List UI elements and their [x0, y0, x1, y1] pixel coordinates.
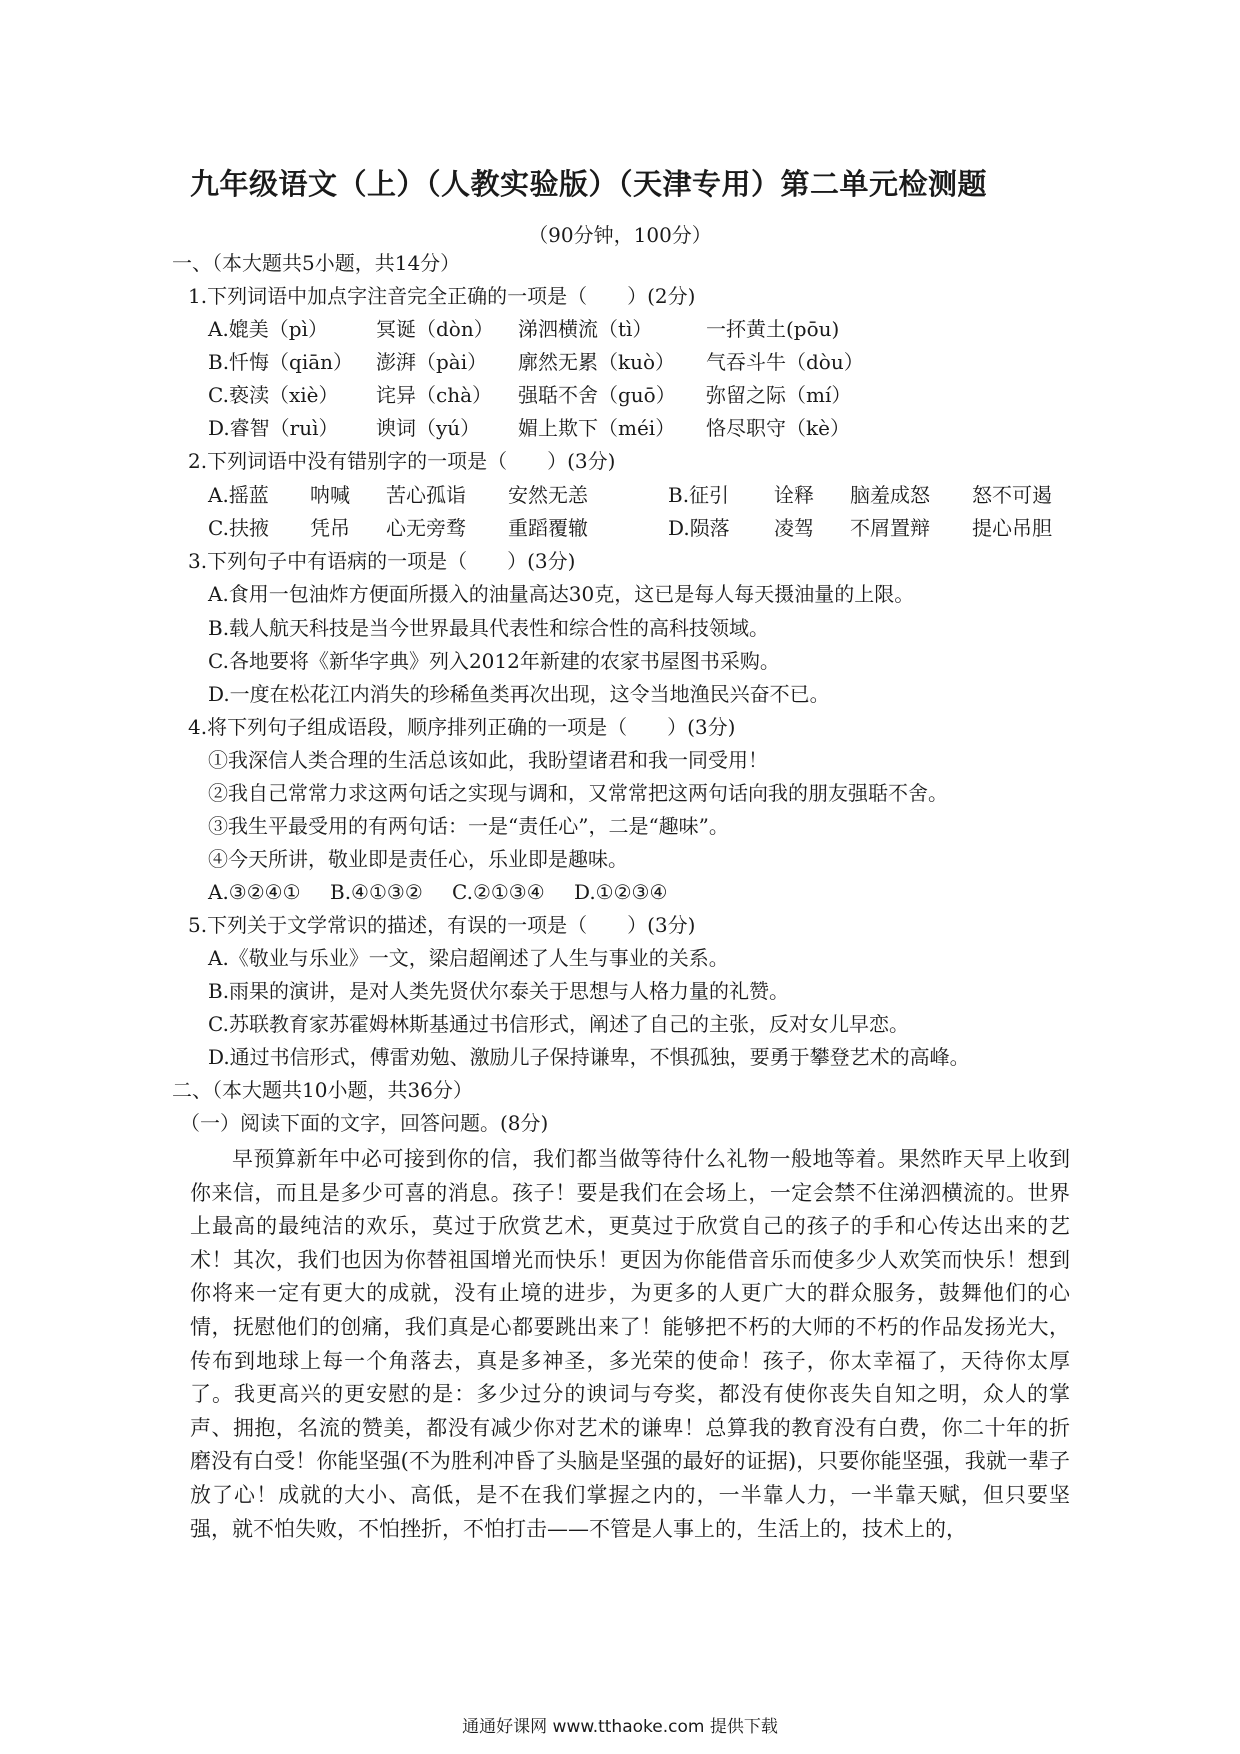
- q3-option-a: A.食用一包油炸方便面所摄入的油量高达30克，这已是每人每天摄油量的上限。: [208, 582, 915, 606]
- q1-a-word4: 一抔黄土(pōu): [706, 317, 840, 341]
- q4-answer-b: B.④①③②: [330, 880, 423, 904]
- q1-b-word4: 气吞斗牛（dòu）: [706, 350, 864, 374]
- q2-row2-item7: 不屑置辩: [850, 516, 930, 540]
- q2-stem: 2.下列词语中没有错别字的一项是（ ）(3分): [188, 449, 616, 473]
- section-1-heading: 一、（本大题共5小题，共14分）: [172, 251, 461, 275]
- section-2-heading: 二、（本大题共10小题，共36分）: [172, 1078, 473, 1102]
- q2-row2-item8: 提心吊胆: [972, 516, 1052, 540]
- q3-option-c: C.各地要将《新华字典》列入2012年新建的农家书屋图书采购。: [208, 649, 780, 673]
- q1-stem: 1.下列词语中加点字注音完全正确的一项是（ ）(2分): [188, 284, 696, 308]
- q4-answer-d: D.①②③④: [574, 880, 668, 904]
- q2-row1-item2: 呐喊: [310, 483, 350, 507]
- q1-a-word3: 涕泗横流（tì）: [518, 317, 653, 341]
- q1-d-word2: 谀词（yú）: [376, 416, 481, 440]
- q2-row2-item5: D.陨落: [668, 516, 730, 540]
- q5-option-d: D.通过书信形式，傅雷劝勉、激励儿子保持谦卑，不惧孤独，要勇于攀登艺术的高峰。: [208, 1045, 970, 1069]
- q5-option-b: B.雨果的演讲，是对人类先贤伏尔泰关于思想与人格力量的礼赞。: [208, 979, 790, 1003]
- q4-answer-a: A.③②④①: [208, 880, 301, 904]
- page-title: 九年级语文（上）（人教实验版）（天津专用）第二单元检测题: [190, 167, 988, 201]
- q1-d-word1: D.睿智（ruì）: [208, 416, 339, 440]
- q1-b-word1: B.忏悔（qiān）: [208, 350, 354, 374]
- q2-row2-item3: 心无旁骛: [386, 516, 466, 540]
- q1-b-word3: 廓然无累（kuò）: [518, 350, 676, 374]
- q4-sentence-4: ④今天所讲，敬业即是责任心，乐业即是趣味。: [208, 847, 628, 871]
- q4-sentence-3: ③我生平最受用的有两句话：一是“责任心”，二是“趣味”。: [208, 814, 729, 838]
- q3-option-d: D.一度在松花江内消失的珍稀鱼类再次出现，这令当地渔民兴奋不已。: [208, 682, 830, 706]
- q4-sentence-2: ②我自己常常力求这两句话之实现与调和，又常常把这两句话向我的朋友强聒不舍。: [208, 781, 948, 805]
- q2-row1-item6: 诠释: [774, 483, 814, 507]
- q1-c-word4: 弥留之际（mí）: [706, 383, 852, 407]
- q2-row1-item5: B.征引: [668, 483, 730, 507]
- q2-row1-item4: 安然无恙: [508, 483, 588, 507]
- q2-row2-item1: C.扶掖: [208, 516, 269, 540]
- exam-duration: （90分钟，100分）: [528, 223, 712, 247]
- q3-option-b: B.载人航天科技是当今世界最具代表性和综合性的高科技领域。: [208, 616, 770, 640]
- q1-d-word3: 媚上欺下（méi）: [518, 416, 676, 440]
- q1-a-word1: A.媲美（pì）: [208, 317, 328, 341]
- q1-c-word3: 强聒不舍（guō）: [518, 383, 676, 407]
- q5-option-a: A.《敬业与乐业》一文，梁启超阐述了人生与事业的关系。: [208, 946, 729, 970]
- q1-c-word2: 诧异（chà）: [376, 383, 493, 407]
- q2-row2-item4: 重蹈覆辙: [508, 516, 588, 540]
- q2-row1-item1: A.摇蓝: [208, 483, 269, 507]
- q1-a-word2: 冥诞（dòn）: [376, 317, 494, 341]
- q1-b-word2: 澎湃（pài）: [376, 350, 488, 374]
- q5-stem: 5.下列关于文学常识的描述，有误的一项是（ ）(3分): [188, 913, 696, 937]
- q2-row2-item6: 凌驾: [774, 516, 814, 540]
- reading-passage: 早预算新年中必可接到你的信，我们都当做等待什么礼物一般地等着。果然昨天早上收到你来信，而且是多少可喜的消息。孩子！要是我们在会场上，一定会禁不住涕泗横流的。世界上最高的最纯洁的欢乐，莫过于欣赏艺术，更莫过于欣赏自己的孩子的手和心传达出来的艺术！其次，我们也因为你替祖国增光而快乐！更因为你能借音乐而使多少人欢笑而快乐！想到你将来一定有更大的成就，没有止境的进步，为更多的人更广大的群众服务，鼓舞他们的心情，抚慰他们的创痛，我们真是心都要跳出来了！能够把不朽的大师的不朽的作品发扬光大，传布到地球上每一个角落去，真是多神圣，多光荣的使命！孩子，你太幸福了，天待你太厚了。我更高兴的更安慰的是：多少过分的谀词与夸奖，都没有使你丧失自知之明，众人的掌声、拥抱，名流的赞美，都没有减少你对艺术的谦卑！总算我的教育没有白费，你二十年的折磨没有白受！你能坚强(不为胜利冲昏了头脑是坚强的最好的证据)，只要你能坚强，我就一辈子放了心！成就的大小、高低，是不在我们掌握之内的，一半靠人力，一半靠天赋，但只要坚强，就不怕失败，不怕挫折，不怕打击——不管是人事上的，生活上的，技术上的，: [190, 1147, 1070, 1541]
- q5-option-c: C.苏联教育家苏霍姆林斯基通过书信形式，阐述了自己的主张，反对女儿早恋。: [208, 1012, 909, 1036]
- q1-d-word4: 恪尽职守（kè）: [706, 416, 850, 440]
- q4-answer-c: C.②①③④: [452, 880, 545, 904]
- download-footer: 通通好课网 www.tthaoke.com 提供下载: [462, 1717, 778, 1737]
- q3-stem: 3.下列句子中有语病的一项是（ ）(3分): [188, 549, 576, 573]
- q1-c-word1: C.亵渎（xiè）: [208, 383, 339, 407]
- reading-1-heading: （一）阅读下面的文字，回答问题。(8分): [180, 1111, 549, 1135]
- q2-row1-item8: 怒不可遏: [972, 483, 1052, 507]
- q2-row1-item7: 脑羞成怒: [850, 483, 930, 507]
- q2-row1-item3: 苦心孤诣: [386, 483, 466, 507]
- q2-row2-item2: 凭吊: [310, 516, 350, 540]
- q4-stem: 4.将下列句子组成语段，顺序排列正确的一项是（ ）(3分): [188, 715, 736, 739]
- q4-sentence-1: ①我深信人类合理的生活总该如此，我盼望诸君和我一同受用！: [208, 748, 768, 772]
